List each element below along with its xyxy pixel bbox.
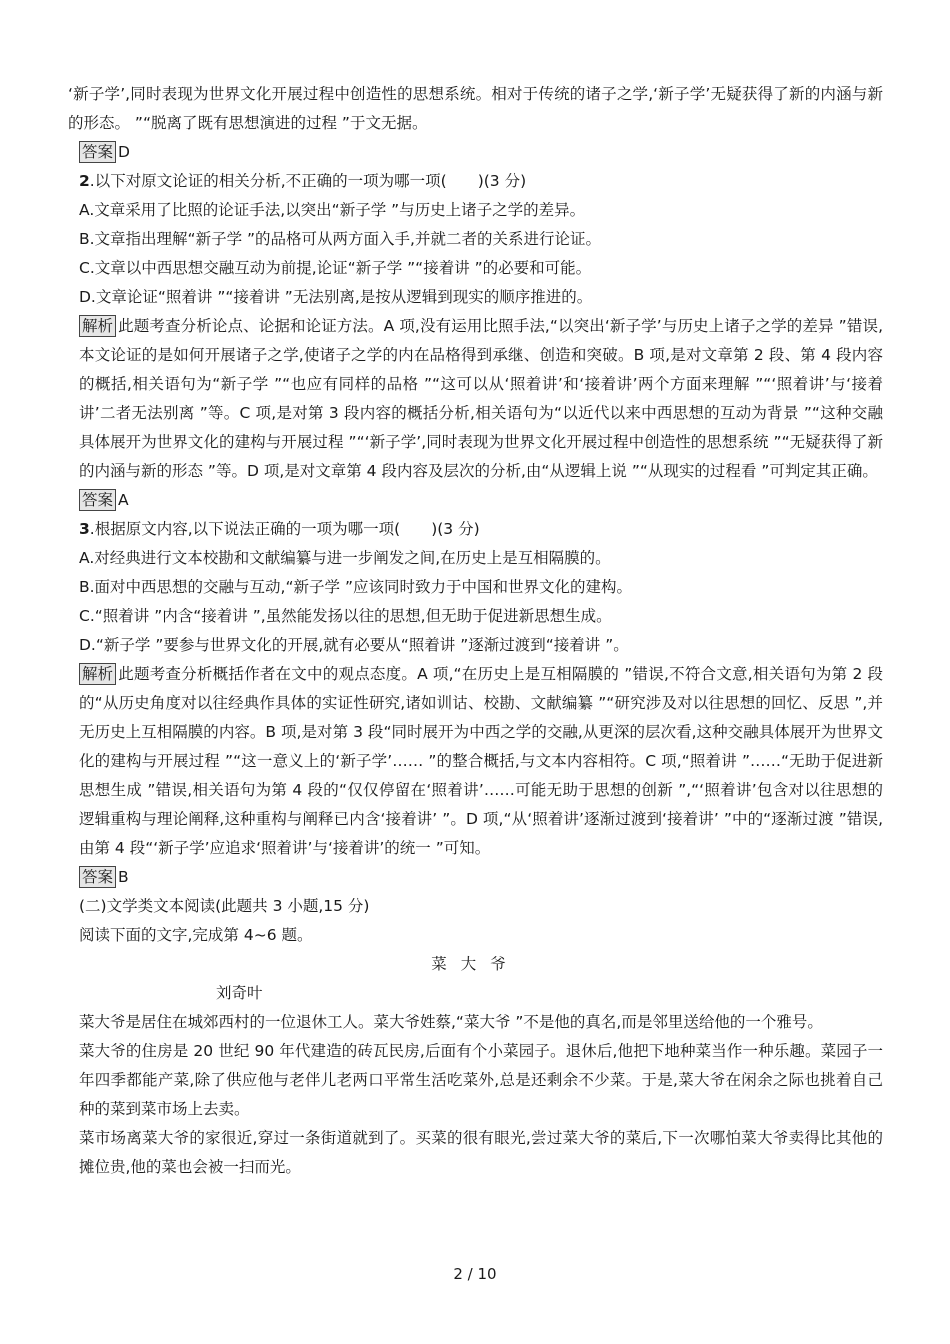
answer-value: D: [118, 143, 130, 161]
question-text: .根据原文内容,以下说法正确的一项为哪一项( )(3 分): [89, 520, 480, 538]
answer-value: A: [118, 491, 129, 509]
answer-1: [68, 138, 883, 167]
answer-value: B: [118, 868, 129, 886]
option-2d: D.文章论证“照着讲 ”“接着讲 ”无法别离,是按从逻辑到现实的顺序推进的。: [79, 288, 593, 306]
option-3b: B.面对中西思想的交融与互动,“新子学 ”应该同时致力于中国和世界文化的建构。: [79, 578, 632, 596]
answer-tag: 答案: [79, 866, 116, 888]
question-2: [68, 167, 883, 196]
analysis-2: [68, 312, 883, 486]
story-paragraph-1: 菜大爷是居住在城郊西村的一位退休工人。菜大爷姓蔡,“菜大爷 ”不是他的真名,而是邻里送给他的一个雅号。: [79, 1013, 823, 1031]
intro-text: ‘新子学’,同时表现为世界文化开展过程中创造性的思想系统。相对于传统的诸子之学,‘新子学’无疑获得了新的内涵与新的形态。 ”“脱离了既有思想演进的过程 ”于文无据。: [68, 85, 883, 132]
analysis-tag: 解析: [79, 315, 116, 337]
analysis-text: 此题考查分析概括作者在文中的观点态度。A 项,“在历史上是互相隔膜的 ”错误,不符合文意,相关语句为第 2 段的“从历史角度对以往经典作具体的实证性研究,诸如训诂、校勘、文献编纂 ”“研究涉及对以往思想的回忆、反思 ”,并无历史上互相隔膜的内容。B 项,是对第 3 段“同时展开为中西之学的交融,从更深的层次看,这种交融具体展开为世界文化的建构与开展过程 ”“这一意义上的‘新子学’…… ”的整合概括,与文本内容相符。C 项,“照着讲 ”……“无助于促进新思想生成 ”错误,相关语句为第 4 段的“仅仅停留在‘照着讲’……可能无助于思想的创新 ”,“‘照着讲’包含对以往思想的逻辑重构与理论阐释,这种重构与阐释已内含‘接着讲’ ”。D 项,“从‘照着讲’逐渐过渡到‘接着讲’ ”中的“逐渐过渡 ”错误,由第 4 段“‘新子学’应追求‘照着讲’与‘接着讲’的统一 ”可知。: [79, 665, 883, 857]
analysis-3: [68, 660, 883, 863]
analysis-text: 此题考查分析论点、论据和论证方法。A 项,没有运用比照手法,“以突出‘新子学’与历史上诸子之学的差异 ”错误,本文论证的是如何开展诸子之学,使诸子之学的内在品格得到承继、创造和突破。B 项,是对文章第 2 段、第 4 段内容的概括,相关语句为“新子学 ”“也应有同样的品格 ”“这可以从‘照着讲’和‘接着讲’两个方面来理解 ”“‘照着讲’与‘接着讲’二者无法别离 ”等。C 项,是对第 3 段内容的概括分析,相关语句为“以近代以来中西思想的互动为背景 ”“这种交融具体展开为世界文化的建构与开展过程 ”“‘新子学’,同时表现为世界文化开展过程中创造性的思想系统 ”“无疑获得了新的内涵与新的形态 ”等。D 项,是对文章第 4 段内容及层次的分析,由“从逻辑上说 ”“从现实的过程看 ”可判定其正确。: [79, 317, 883, 480]
option-2c: C.文章以中西思想交融互动为前提,论证“新子学 ”“接着讲 ”的必要和可能。: [79, 259, 592, 277]
question-number: 2: [79, 172, 90, 190]
story-title: 菜大爷: [431, 955, 520, 973]
question-3: [68, 515, 883, 544]
answer-3: [68, 863, 883, 892]
option-3c: C.“照着讲 ”内含“接着讲 ”,虽然能发扬以往的思想,但无助于促进新思想生成。: [79, 607, 612, 625]
page-number: 2 / 10: [453, 1265, 497, 1283]
story-author: 刘奇叶: [216, 984, 263, 1002]
question-text: .以下对原文论证的相关分析,不正确的一项为哪一项( )(3 分): [89, 172, 527, 190]
section-heading: (二)文学类文本阅读(此题共 3 小题,15 分): [79, 897, 370, 915]
option-3d: D.“新子学 ”要参与世界文化的开展,就有必要从“照着讲 ”逐渐过渡到“接着讲 ”。: [79, 636, 629, 654]
story-paragraph-2: 菜大爷的住房是 20 世纪 90 年代建造的砖瓦民房,后面有个小菜园子。退休后,他把下地种菜当作一种乐趣。菜园子一年四季都能产菜,除了供应他与老伴儿老两口平常生活吃菜外,总是还剩余不少菜。于是,菜大爷在闲余之际也挑着自己种的菜到菜市场上去卖。: [79, 1042, 883, 1118]
option-2a: A.文章采用了比照的论证手法,以突出“新子学 ”与历史上诸子之学的差异。: [79, 201, 586, 219]
answer-2: [68, 486, 883, 515]
answer-tag: 答案: [79, 141, 116, 163]
story-paragraph-3: 菜市场离菜大爷的家很近,穿过一条街道就到了。买菜的很有眼光,尝过菜大爷的菜后,下一次哪怕菜大爷卖得比其他的摊位贵,他的菜也会被一扫而光。: [79, 1129, 883, 1176]
option-3a: A.对经典进行文本校勘和文献编纂与进一步阐发之间,在历史上是互相隔膜的。: [79, 549, 611, 567]
analysis-tag: 解析: [79, 663, 116, 685]
option-2b: B.文章指出理解“新子学 ”的品格可从两方面入手,并就二者的关系进行论证。: [79, 230, 601, 248]
reading-instruction: 阅读下面的文字,完成第 4~6 题。: [79, 926, 313, 944]
document-body: [68, 80, 883, 1182]
answer-tag: 答案: [79, 489, 116, 511]
question-number: 3: [79, 520, 90, 538]
